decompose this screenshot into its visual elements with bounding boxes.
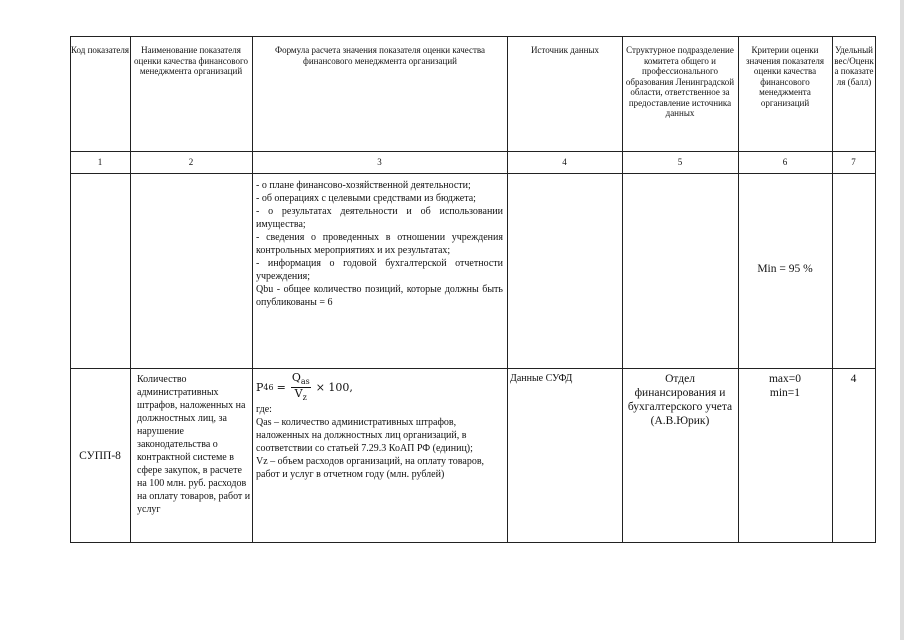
header-weight: Удельный вес/Оценка показателя (балл) <box>834 45 874 87</box>
column-number: 2 <box>188 157 194 167</box>
indicator-name: Количество административных штрафов, наложенных на должностных лиц, за нарушение законодательства о контрактной системе в сфере закупок, в расчете на 100 млн. руб. расходов на оплату товаров, работ и услуг <box>137 374 251 515</box>
table-divider <box>70 151 876 152</box>
column-number: 6 <box>782 157 788 167</box>
header-formula: Формула расчета значения показателя оценки качества финансового менеджмента организаций <box>274 45 486 66</box>
column-number: 1 <box>97 157 103 167</box>
formula-line: - о результатах деятельности и об использовании имущества; <box>256 206 503 230</box>
table-divider <box>832 36 833 542</box>
criteria-min-value: min=1 <box>769 387 801 399</box>
table-divider <box>130 36 131 542</box>
formula-expression: P 46 = $\frac{Q_{as}}{V_z}$ × 100, <box>256 371 353 403</box>
table-divider <box>70 173 876 174</box>
table-divider <box>738 36 739 542</box>
formula-definition: Qas – количество административных штрафов, наложенных на должностных лиц организаций, в соответствии со статьей 7.29.3 КоАП РФ (единиц); <box>256 417 473 455</box>
formula-where: где: <box>256 404 272 416</box>
table-divider <box>507 36 508 542</box>
formula-tail: × 100, <box>315 381 353 395</box>
column-number: 4 <box>562 157 567 167</box>
formula-line: Qbu - общее количество позиций, которые должны быть опубликованы = 6 <box>256 284 503 308</box>
column-number: 3 <box>377 157 382 167</box>
formula-line: - об операциях с целевыми средствами из бюджета; <box>256 193 476 204</box>
formula-numerator-sub: as <box>300 377 310 387</box>
table-divider <box>252 36 253 542</box>
header-name: Наименование показателя оценки качества финансового менеджмента организаций <box>134 45 248 76</box>
formula-block <box>256 372 504 481</box>
formula-line: - сведения о проведенных в отношении учреждения контрольных мероприятиях и их результатах; <box>256 232 503 256</box>
formula-denominator: V <box>294 387 303 401</box>
table-divider <box>622 36 623 542</box>
formula-denominator-sub: z <box>302 393 307 403</box>
table-divider <box>70 368 876 369</box>
header-source: Источник данных <box>530 45 600 55</box>
indicator-code: СУПП-8 <box>79 450 121 462</box>
formula-definition: Vz – объем расходов организаций, на оплату товаров, работ и услуг в отчетном году (млн. рублей) <box>256 456 485 481</box>
column-number: 5 <box>677 157 683 167</box>
formula-fraction <box>291 372 311 403</box>
criteria-max: max=0 <box>768 373 802 385</box>
column-number: 7 <box>851 157 856 167</box>
formula-line: - информация о годовой бухгалтерской отчетности учреждения; <box>256 258 503 282</box>
formula-lhs-sub: 46 <box>263 383 274 393</box>
formula-lhs: P <box>256 381 264 395</box>
formula-numerator: Q <box>291 371 301 384</box>
formula-line: - о плане финансово-хозяйственной деятельности; <box>256 180 471 191</box>
table-border-right <box>875 36 876 542</box>
weight-score: 4 <box>850 373 857 385</box>
scan-edge <box>900 0 904 640</box>
header-code: Код показателя <box>70 45 130 55</box>
formula-continuation <box>256 179 503 309</box>
criteria-min: Min = 95 % <box>757 263 813 275</box>
table-border-top <box>70 36 876 37</box>
table-border-bottom <box>70 542 876 543</box>
header-criteria: Критерии оценки значения показателя оценки качества финансового менеджмента организаций <box>746 45 824 108</box>
data-source: Данные СУФД <box>510 373 573 384</box>
responsible-department: Отдел финансирования и бухгалтерского учета (А.В.Юрик) <box>627 373 733 427</box>
table-border-left <box>70 36 71 542</box>
header-department: Структурное подразделение комитета общего и профессионального образования Ленинградской области, ответственное за предоставление источника данных <box>625 45 735 118</box>
